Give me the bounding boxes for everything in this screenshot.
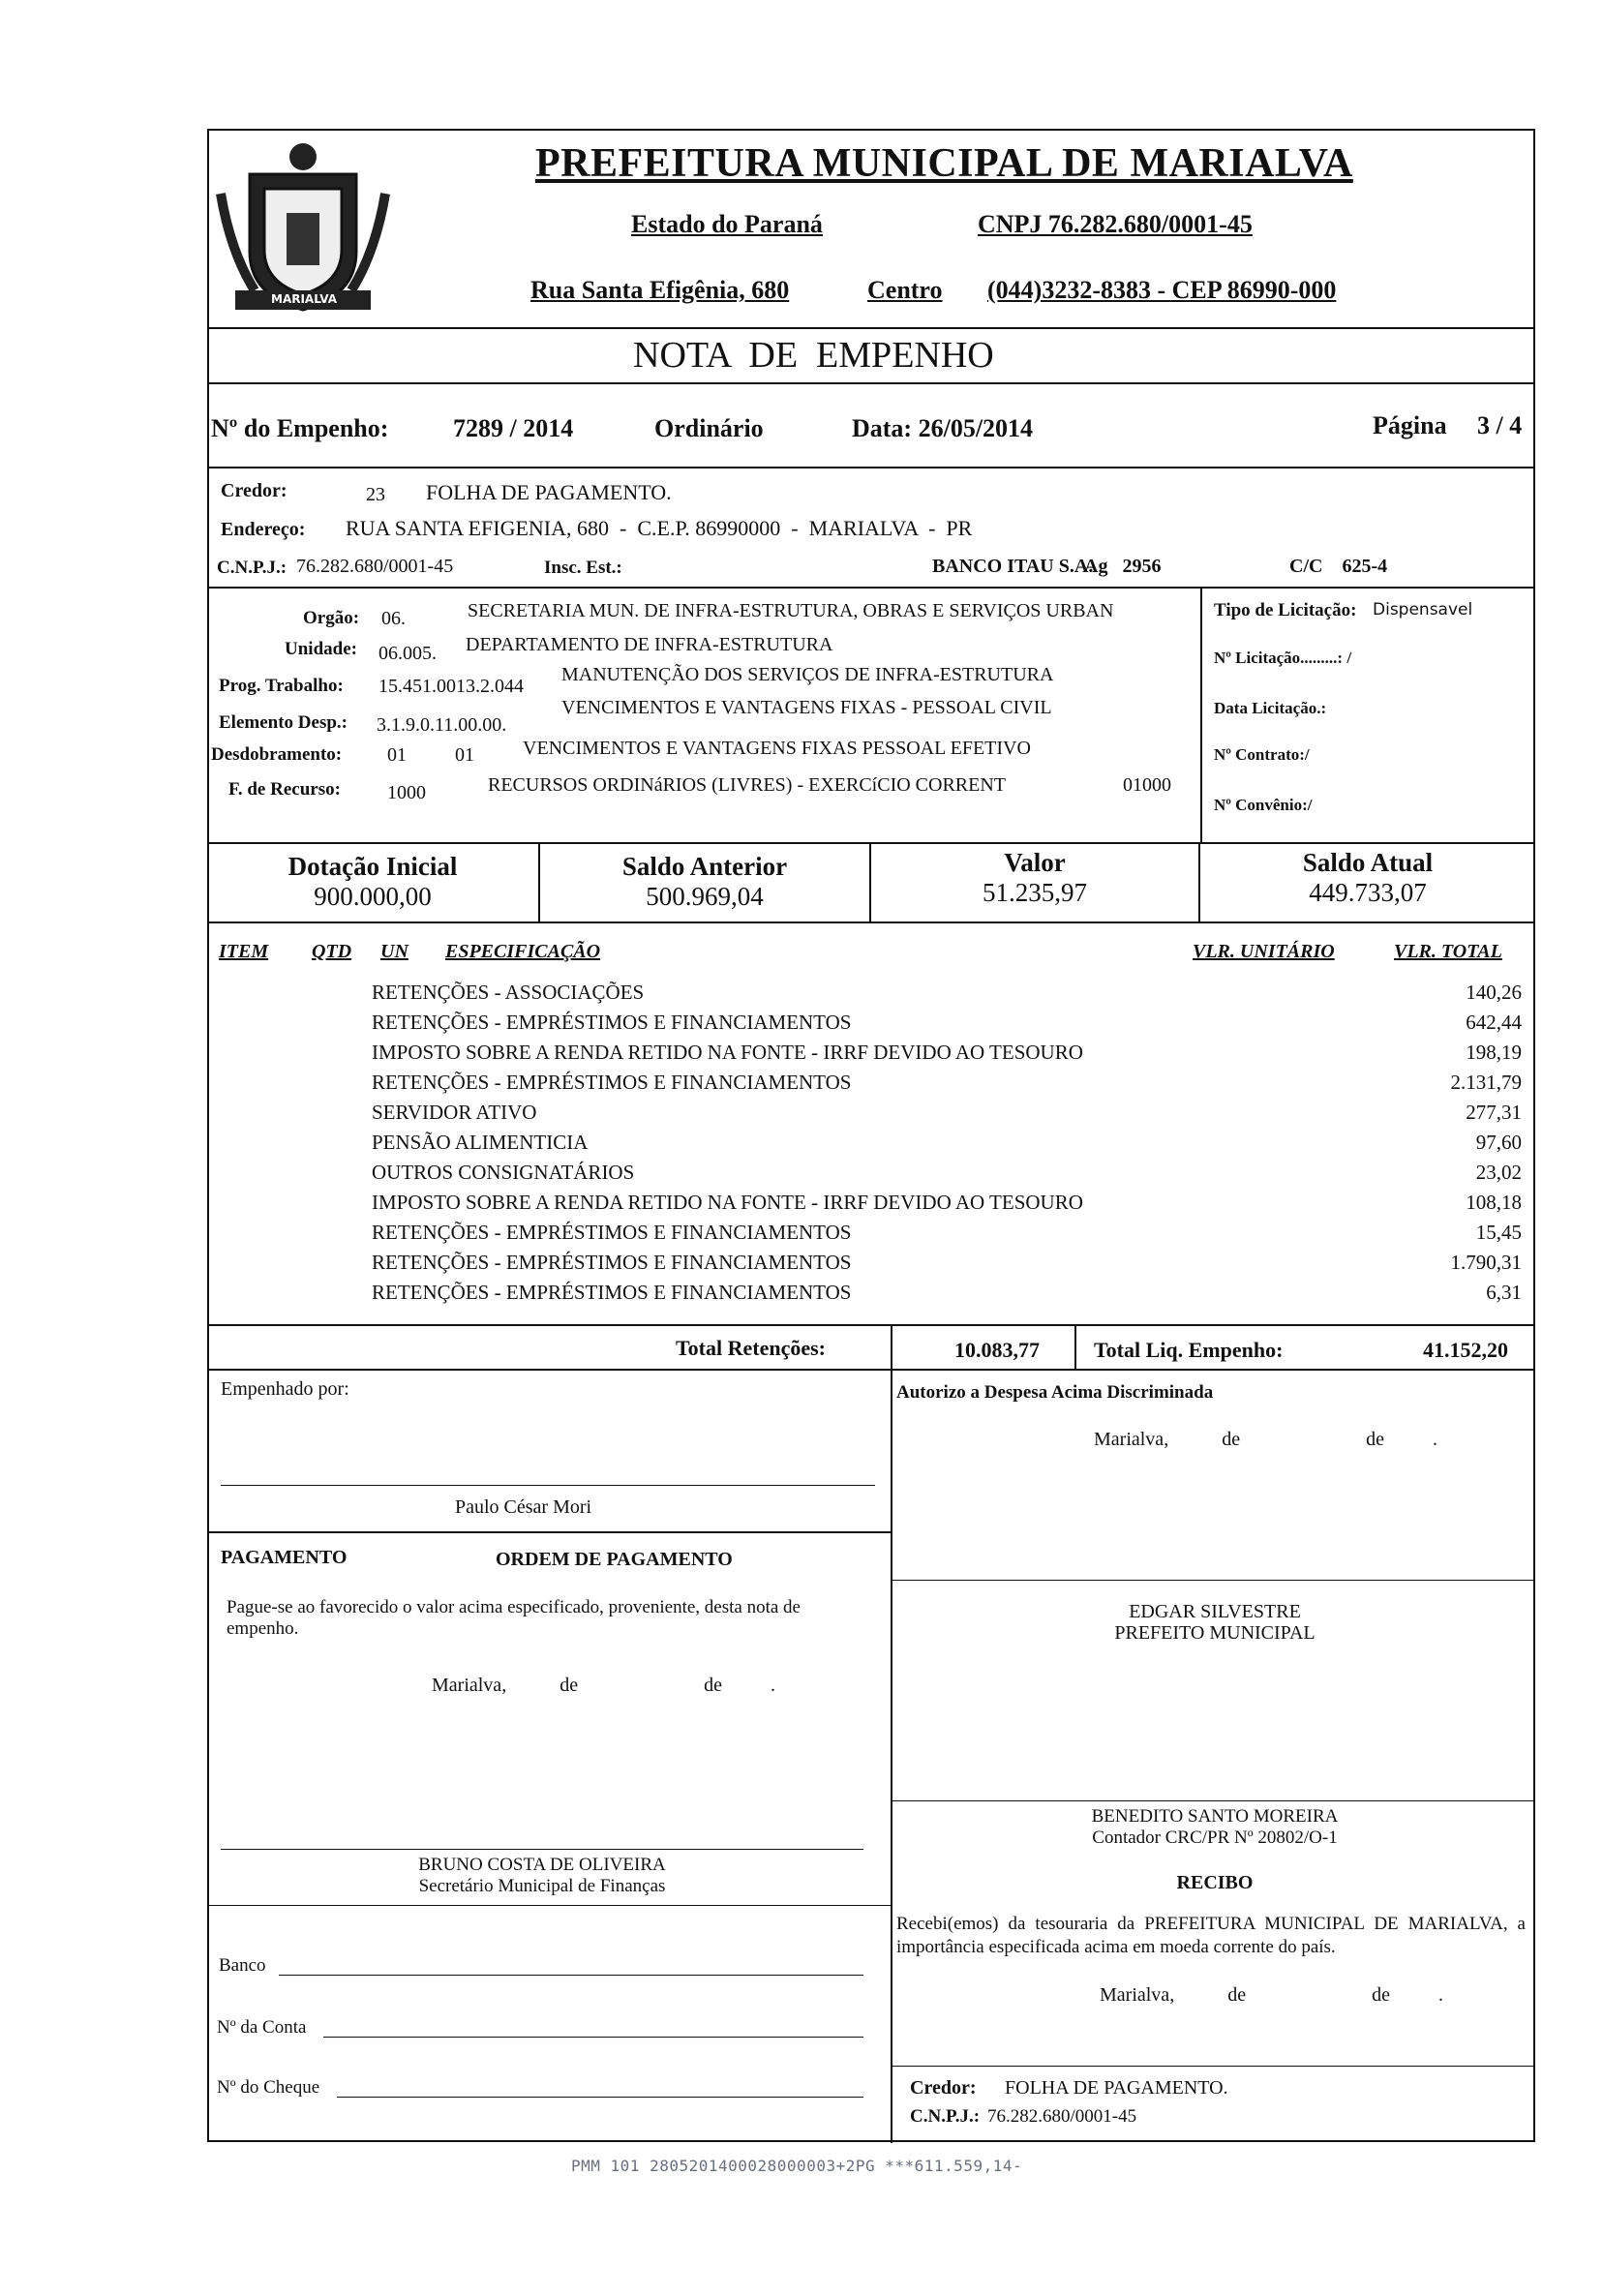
secretario-name: BRUNO COSTA DE OLIVEIRA xyxy=(418,1855,666,1875)
list-item xyxy=(372,1188,1522,1218)
item-total: 1.790,31 xyxy=(1450,1251,1522,1274)
item-desc: RETENÇÕES - EMPRÉSTIMOS E FINANCIAMENTOS xyxy=(372,1281,852,1304)
credor-cnpj: 76.282.680/0001-45 xyxy=(296,556,454,577)
empenhado-label: Empenhado por: xyxy=(221,1378,349,1400)
pagamento-text: Pague-se ao favorecido o valor acima especificado, proveniente, desta nota de empenho. xyxy=(227,1597,801,1639)
item-desc: RETENÇÕES - EMPRÉSTIMOS E FINANCIAMENTOS xyxy=(372,1071,852,1094)
licitacao-date: Data Licitação.: xyxy=(1214,699,1327,717)
page-label: Página xyxy=(1373,411,1447,439)
list-item xyxy=(372,978,1522,1008)
unidade-desc: DEPARTAMENTO DE INFRA-ESTRUTURA xyxy=(466,634,833,655)
elemento-code: 3.1.9.0.11.00.00. xyxy=(377,714,507,736)
prog-code: 15.451.0013.2.044 xyxy=(378,676,524,697)
seal-banner-text: MARIALVA xyxy=(271,292,337,306)
col-vlr-total: VLR. TOTAL xyxy=(1394,941,1502,962)
licitacao-type: Dispensavel xyxy=(1373,600,1473,619)
unidade-label: Unidade: xyxy=(285,639,357,659)
list-item xyxy=(372,1098,1522,1128)
item-total: 108,18 xyxy=(1466,1191,1522,1214)
item-desc: SERVIDOR ATIVO xyxy=(372,1101,537,1124)
total-retencoes-value: 10.083,77 xyxy=(954,1338,1040,1362)
item-total: 6,31 xyxy=(1486,1281,1522,1304)
bank-name: BANCO ITAU S.A. xyxy=(932,556,1094,577)
cheque-label: Nº do Cheque xyxy=(217,2077,320,2098)
list-item xyxy=(372,1218,1522,1248)
prog-label: Prog. Trabalho: xyxy=(219,676,344,696)
empenhado-name: Paulo César Mori xyxy=(455,1496,592,1518)
list-item xyxy=(372,1038,1522,1068)
insc-label: Insc. Est.: xyxy=(544,558,622,578)
dotacao-inicial-label: Dotação Inicial xyxy=(287,852,458,881)
empenho-date: Data: 26/05/2014 xyxy=(852,414,1034,442)
credor-address: RUA SANTA EFIGENIA, 680 - C.E.P. 86990000 - MARIALVA - PR xyxy=(346,516,973,540)
orgao-desc: SECRETARIA MUN. DE INFRA-ESTRUTURA, OBRAS E SERVIÇOS URBAN xyxy=(468,600,1114,621)
header-cnpj: CNPJ 76.282.680/0001-45 xyxy=(978,210,1253,238)
col-qtd: QTD xyxy=(312,941,352,962)
item-total: 277,31 xyxy=(1466,1101,1522,1124)
orgao-code: 06. xyxy=(381,608,406,629)
col-item: ITEM xyxy=(219,941,269,962)
item-total: 642,44 xyxy=(1466,1011,1522,1034)
items-list xyxy=(372,978,1522,1308)
header-state: Estado do Paraná xyxy=(631,210,823,238)
item-total: 23,02 xyxy=(1475,1161,1522,1184)
prefeito-name: EDGAR SILVESTRE xyxy=(1129,1601,1301,1622)
saldo-cell xyxy=(540,852,869,912)
page-number: 3 / 4 xyxy=(1477,411,1523,439)
dotacao-inicial-value: 900.000,00 xyxy=(314,882,432,911)
item-desc: PENSÃO ALIMENTICIA xyxy=(372,1131,589,1154)
list-item xyxy=(372,1008,1522,1038)
list-item xyxy=(372,1278,1522,1308)
saldo-cell xyxy=(1200,848,1535,908)
recurso-code2: 01000 xyxy=(1123,774,1171,796)
recibo-credor-name: FOLHA DE PAGAMENTO. xyxy=(1005,2077,1228,2099)
list-item xyxy=(372,1248,1522,1278)
saldo-cell xyxy=(871,848,1198,908)
recurso-code: 1000 xyxy=(387,782,426,803)
recibo-cnpj-label: C.N.P.J.: xyxy=(910,2106,981,2127)
saldos-table xyxy=(207,844,1535,921)
item-desc: RETENÇÕES - EMPRÉSTIMOS E FINANCIAMENTOS xyxy=(372,1011,852,1034)
recibo-credor-label: Credor: xyxy=(910,2077,977,2099)
desdobramento-code2: 01 xyxy=(455,744,474,766)
recibo-text: Recebi(emos) da tesouraria da PREFEITURA MUNICIPAL DE MARIALVA, a importância especificada acima em moeda corrente do país. xyxy=(896,1914,1526,1957)
desdobramento-desc: VENCIMENTOS E VANTAGENS FIXAS PESSOAL EFETIVO xyxy=(523,738,1031,759)
contador-role: Contador CRC/PR Nº 20802/O-1 xyxy=(1092,1828,1338,1848)
recurso-desc: RECURSOS ORDINáRIOS (LIVRES) - EXERCíCIO CORRENT xyxy=(488,774,1007,796)
header-address: Rua Santa Efigênia, 680 xyxy=(530,276,790,304)
banco-label: Banco xyxy=(219,1955,266,1976)
item-total: 15,45 xyxy=(1475,1221,1522,1244)
item-desc: RETENÇÕES - EMPRÉSTIMOS E FINANCIAMENTOS xyxy=(372,1221,852,1244)
saldo-cell xyxy=(207,852,538,912)
saldo-anterior-label: Saldo Anterior xyxy=(621,852,788,881)
col-un: UN xyxy=(380,941,408,962)
cnpj-label: C.N.P.J.: xyxy=(217,558,287,578)
pagamento-date-line: Marialva, de de . xyxy=(432,1675,775,1696)
item-desc: IMPOSTO SOBRE A RENDA RETIDO NA FONTE - IRRF DEVIDO AO TESOURO xyxy=(372,1191,1083,1214)
item-total: 140,26 xyxy=(1466,981,1522,1004)
credor-label: Credor: xyxy=(221,480,287,501)
empenho-label: Nº do Empenho: xyxy=(211,414,389,442)
orgao-label: Orgão: xyxy=(303,608,360,628)
credor-code: 23 xyxy=(366,484,385,505)
item-desc: OUTROS CONSIGNATÁRIOS xyxy=(372,1161,635,1184)
col-especificacao: ESPECIFICAÇÃO xyxy=(445,941,601,962)
item-total: 97,60 xyxy=(1475,1131,1522,1154)
total-retencoes-label: Total Retenções: xyxy=(676,1336,826,1360)
licitacao-number: Nº Licitação.........: / xyxy=(1214,649,1352,667)
bank-account: C/C 625-4 xyxy=(1289,556,1388,577)
saldo-atual-label: Saldo Atual xyxy=(1302,848,1434,877)
item-desc: RETENÇÕES - EMPRÉSTIMOS E FINANCIAMENTOS xyxy=(372,1251,852,1274)
total-liq-label: Total Liq. Empenho: xyxy=(1094,1338,1284,1362)
prefeito-role: PREFEITO MUNICIPAL xyxy=(1114,1622,1316,1644)
total-liq-value: 41.152,20 xyxy=(1423,1338,1508,1362)
secretario-role: Secretário Municipal de Finanças xyxy=(418,1876,666,1896)
list-item xyxy=(372,1128,1522,1158)
doc-title: NOTA DE EMPENHO xyxy=(633,335,994,376)
recibo-label: RECIBO xyxy=(1176,1872,1254,1893)
col-vlr-unitario: VLR. UNITÁRIO xyxy=(1193,941,1335,962)
list-item xyxy=(372,1158,1522,1188)
header-district: Centro xyxy=(867,276,943,304)
saldo-atual-value: 449.733,07 xyxy=(1309,878,1427,907)
item-desc: RETENÇÕES - ASSOCIAÇÕES xyxy=(372,981,645,1004)
item-total: 198,19 xyxy=(1466,1041,1522,1064)
contador-name: BENEDITO SANTO MOREIRA xyxy=(1091,1806,1339,1827)
recibo-date-line: Marialva, de de . xyxy=(1100,1984,1443,2006)
pagamento-label: PAGAMENTO xyxy=(221,1547,348,1568)
address-label: Endereço: xyxy=(221,519,306,540)
valor-label: Valor xyxy=(1004,848,1066,877)
desdobramento-code1: 01 xyxy=(387,744,407,766)
elemento-label: Elemento Desp.: xyxy=(219,712,348,733)
autorizo-label: Autorizo a Despesa Acima Discriminada xyxy=(896,1382,1214,1403)
elemento-desc: VENCIMENTOS E VANTAGENS FIXAS - PESSOAL CIVIL xyxy=(561,697,1052,718)
desdobramento-label: Desdobramento: xyxy=(211,744,343,765)
empenho-type: Ordinário xyxy=(654,414,764,442)
prog-desc: MANUTENÇÃO DOS SERVIÇOS DE INFRA-ESTRUTURA xyxy=(561,664,1054,685)
credor-name: FOLHA DE PAGAMENTO. xyxy=(426,480,672,504)
unidade-code: 06.005. xyxy=(378,643,437,664)
item-desc: IMPOSTO SOBRE A RENDA RETIDO NA FONTE - IRRF DEVIDO AO TESOURO xyxy=(372,1041,1083,1064)
bank-agency: Ag 2956 xyxy=(1084,556,1162,577)
municipal-seal-icon xyxy=(211,136,395,329)
contrato-number: Nº Contrato:/ xyxy=(1214,745,1310,764)
header-phone-cep: (044)3232-8383 - CEP 86990-000 xyxy=(987,276,1337,304)
recurso-label: F. de Recurso: xyxy=(228,779,341,800)
conta-label: Nº da Conta xyxy=(217,2017,307,2038)
valor-value: 51.235,97 xyxy=(983,878,1087,907)
convenio-number: Nº Convênio:/ xyxy=(1214,796,1313,814)
ordem-pagamento-label: ORDEM DE PAGAMENTO xyxy=(496,1549,733,1570)
prefeitura-title: PREFEITURA MUNICIPAL DE MARIALVA xyxy=(535,141,1353,186)
recibo-cnpj: 76.282.680/0001-45 xyxy=(987,2106,1137,2127)
authentication-stamp: PMM 101 2805201400028000003+2PG ***611.559,14- xyxy=(571,2157,1023,2175)
item-total: 2.131,79 xyxy=(1450,1071,1522,1094)
saldo-anterior-value: 500.969,04 xyxy=(646,882,764,911)
licitacao-type-label: Tipo de Licitação: xyxy=(1214,600,1357,620)
empenho-number: 7289 / 2014 xyxy=(453,414,574,442)
autorizo-date-line: Marialva, de de . xyxy=(1094,1429,1437,1450)
list-item xyxy=(372,1068,1522,1098)
